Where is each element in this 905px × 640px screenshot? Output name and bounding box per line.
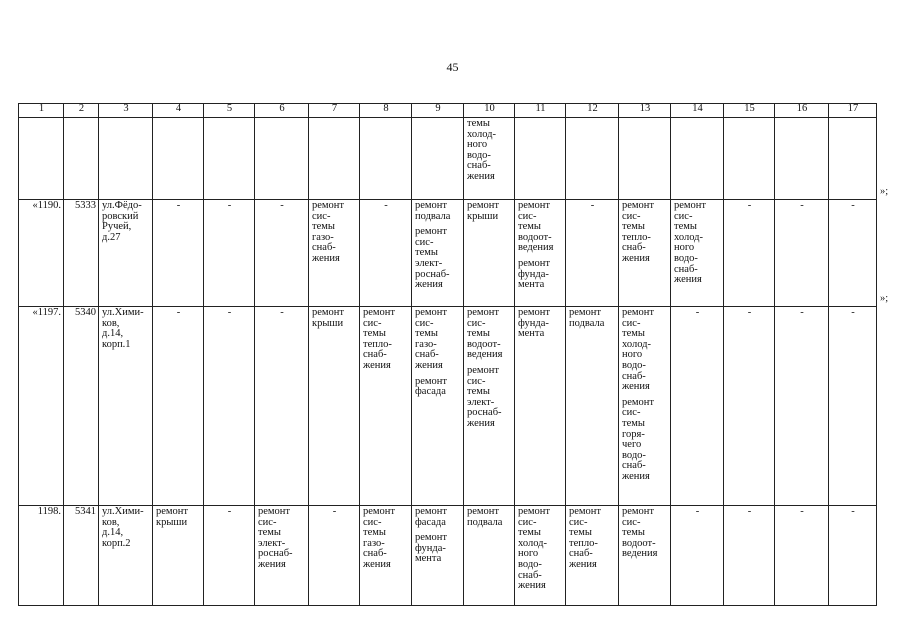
header-row	[19, 104, 877, 118]
column-header-12: 12	[566, 104, 619, 118]
empty-dash-cell: -	[775, 200, 829, 307]
work-entry	[569, 308, 616, 329]
cell-text-line: ного	[622, 349, 643, 361]
work-type-cell	[515, 200, 566, 307]
work-entry	[415, 533, 461, 565]
address-cell	[99, 506, 153, 606]
cell-text-line: сис-	[467, 317, 486, 329]
row-number: «1190.	[19, 200, 64, 307]
empty-dash-cell: -	[829, 307, 877, 506]
work-entry	[467, 308, 512, 361]
empty-dash-cell: -	[724, 506, 775, 606]
cell-text-line: ремонт	[467, 307, 500, 318]
cell-text-line: ремонт	[415, 307, 448, 318]
work-entry	[467, 507, 512, 528]
work-entry	[363, 308, 409, 372]
empty-dash-cell: -	[360, 200, 412, 307]
cell-text-line: холод-	[622, 338, 651, 350]
cell-text-line: корп.1	[102, 338, 131, 350]
cell-text-line: жения	[518, 580, 546, 592]
cell-text-line: ул.Хими-	[102, 506, 144, 517]
cell-text-line: темы	[622, 527, 645, 539]
cell-text-line: ремонт	[415, 506, 448, 517]
work-type-cell	[671, 200, 724, 307]
work-entry	[467, 366, 512, 430]
column-header-15: 15	[724, 104, 775, 118]
cell-text-line: холод-	[467, 128, 496, 140]
cell-text-line: снаб-	[518, 569, 542, 581]
cell-text-line: темы	[569, 527, 592, 539]
cell-col-11	[515, 118, 566, 200]
cell-text-line: снаб-	[622, 370, 646, 382]
cell-text-line: ремонт	[363, 307, 396, 318]
cell-text-line: ремонт	[674, 200, 707, 211]
cell-text-line: роснаб-	[258, 548, 293, 560]
cell-text-line: газо-	[363, 537, 385, 549]
object-code: 5340	[64, 307, 99, 506]
column-header-17: 17	[829, 104, 877, 118]
cell-text-line: снаб-	[467, 160, 491, 172]
work-entry	[415, 308, 461, 372]
empty-dash-cell: -	[153, 307, 204, 506]
column-header-9: 9	[412, 104, 464, 118]
column-header-5: 5	[204, 104, 255, 118]
cell-col-12	[566, 118, 619, 200]
table-row	[19, 307, 877, 506]
work-type-cell	[464, 506, 515, 606]
column-header-1: 1	[19, 104, 64, 118]
cell-text-line: ремонт	[415, 226, 448, 238]
empty-dash-cell: -	[255, 307, 309, 506]
work-type-cell	[309, 307, 360, 506]
work-entry	[622, 308, 668, 393]
cell-text-line: подвала	[467, 516, 503, 528]
cell-text-line: сис-	[415, 317, 434, 329]
cell-text-line: ремонт	[518, 257, 551, 269]
object-code: 5333	[64, 200, 99, 307]
cell-text-line: жения	[622, 252, 650, 264]
column-header-6: 6	[255, 104, 309, 118]
empty-dash-cell: -	[829, 506, 877, 606]
work-type-cell	[566, 506, 619, 606]
cell-text-line: темы	[363, 527, 386, 539]
cell-text-line: крыши	[312, 317, 344, 329]
cell-text-line: подвала	[569, 317, 605, 329]
cell-text-line: холод-	[674, 231, 703, 243]
cell-text-line: сис-	[415, 236, 434, 248]
cell-col-6	[255, 118, 309, 200]
column-header-3: 3	[99, 104, 153, 118]
cell-text-line: мента	[518, 279, 545, 291]
cell-text-line: д.14,	[102, 328, 124, 340]
cell-text-line: водо-	[622, 359, 646, 371]
cell-text-line: ремонт	[312, 200, 345, 211]
cell-text-line: элект-	[415, 257, 443, 269]
cell-text-line: водо-	[518, 558, 542, 570]
cell-text-line: ул.Хими-	[102, 307, 144, 318]
work-entry	[518, 507, 563, 592]
cell-text-line: сис-	[363, 516, 382, 528]
column-header-10: 10	[464, 104, 515, 118]
row-number: «1197.	[19, 307, 64, 506]
cell-text-line: снаб-	[415, 349, 439, 361]
continuation-row	[19, 118, 877, 200]
work-entry	[622, 507, 668, 560]
cell-text-line: темы	[518, 221, 541, 233]
empty-dash-cell: -	[204, 506, 255, 606]
cell-text-line: водо-	[467, 149, 491, 161]
cell-text-line: холод-	[518, 537, 547, 549]
work-entry	[518, 259, 563, 291]
row-closing-mark: »;	[880, 292, 889, 304]
work-type-cell	[153, 506, 204, 606]
cell-text-line: сис-	[258, 516, 277, 528]
cell-text-line: сис-	[622, 210, 641, 222]
cell-text-line: ного	[467, 139, 488, 151]
column-header-2: 2	[64, 104, 99, 118]
empty-dash-cell: -	[724, 307, 775, 506]
cell-text-line: ремонт	[569, 307, 602, 318]
empty-dash-cell: -	[775, 506, 829, 606]
empty-dash-cell: -	[204, 307, 255, 506]
work-entry	[467, 201, 512, 222]
cell-text-line: темы	[415, 328, 438, 340]
cell-col-2	[64, 118, 99, 200]
cell-col-10	[464, 118, 515, 200]
work-entry	[312, 308, 357, 329]
cell-text-line: жения	[415, 279, 443, 291]
work-type-cell	[619, 506, 671, 606]
cell-text-line: ремонт	[415, 532, 448, 544]
cell-text-line: ремонт	[518, 307, 551, 318]
cell-text-line: тепло-	[569, 537, 598, 549]
cell-text-line: жения	[363, 359, 391, 371]
cell-text-line: снаб-	[312, 242, 336, 254]
empty-dash-cell: -	[309, 506, 360, 606]
cell-text-line: ведения	[467, 349, 503, 361]
work-entry	[622, 201, 668, 265]
cell-text-line: ремонт	[156, 506, 189, 517]
empty-dash-cell: -	[724, 200, 775, 307]
cell-text-line: сис-	[467, 375, 486, 387]
work-entry	[518, 201, 563, 254]
cell-text-line: снаб-	[622, 242, 646, 254]
address-cell	[99, 200, 153, 307]
cell-text-line: ремонт	[467, 200, 500, 211]
empty-dash-cell: -	[775, 307, 829, 506]
cell-text-line: подвала	[415, 210, 451, 222]
cell-text-line: д.27	[102, 231, 121, 243]
cell-text-line: сис-	[622, 407, 641, 419]
cell-text-line: ремонт	[518, 506, 551, 517]
cell-col-15	[724, 118, 775, 200]
cell-text-line: ремонт	[622, 307, 655, 318]
work-type-cell	[412, 200, 464, 307]
cell-text-line: жения	[258, 558, 286, 570]
cell-text-line: жения	[467, 170, 495, 182]
cell-text-line: сис-	[312, 210, 331, 222]
empty-dash-cell: -	[566, 200, 619, 307]
row-closing-mark: »;	[880, 185, 889, 197]
cell-text-line: темы	[258, 527, 281, 539]
cell-text-line: ремонт	[363, 506, 396, 517]
cell-text-line: жения	[622, 381, 650, 393]
cell-text-line: сис-	[622, 317, 641, 329]
repair-schedule-table	[18, 103, 877, 606]
cell-text-line: жения	[467, 417, 495, 429]
work-entry	[518, 308, 563, 340]
work-entry	[415, 507, 461, 528]
cell-text-line: снаб-	[674, 263, 698, 275]
column-header-14: 14	[671, 104, 724, 118]
work-type-cell	[412, 506, 464, 606]
cell-text-line: фунда-	[518, 317, 549, 329]
work-type-cell	[619, 200, 671, 307]
column-header-11: 11	[515, 104, 566, 118]
cell-col-5	[204, 118, 255, 200]
work-type-cell	[566, 307, 619, 506]
cell-text-line: темы	[363, 328, 386, 340]
cell-col-8	[360, 118, 412, 200]
cell-text-line: ремонт	[622, 506, 655, 517]
cell-text-line: сис-	[674, 210, 693, 222]
cell-text-line: сис-	[518, 516, 537, 528]
cell-text-line: крыши	[467, 210, 499, 222]
cell-text-line: ремонт	[467, 506, 500, 517]
work-entry	[622, 398, 668, 483]
work-entry	[312, 201, 357, 265]
work-entry	[674, 201, 721, 286]
cell-text-line: темы	[312, 221, 335, 233]
cell-text-line: мента	[518, 328, 545, 340]
cell-text-line: жения	[622, 470, 650, 482]
cell-text-line: д.14,	[102, 527, 124, 539]
column-header-8: 8	[360, 104, 412, 118]
cell-text-line: газо-	[415, 338, 437, 350]
cell-text-line: жения	[312, 252, 340, 264]
column-header-13: 13	[619, 104, 671, 118]
cell-text-line: тепло-	[363, 338, 392, 350]
work-entry	[363, 507, 409, 571]
cell-text-line: темы	[518, 527, 541, 539]
cell-text-line: жения	[415, 359, 443, 371]
cell-text-line: водоот-	[467, 338, 501, 350]
cell-text-line: ремонт	[518, 200, 551, 211]
work-type-cell	[360, 307, 412, 506]
cell-col-3	[99, 118, 153, 200]
page-number: 45	[446, 60, 459, 74]
cell-text-line: водо-	[674, 252, 698, 264]
cell-text-line: ровский	[102, 210, 139, 222]
cell-text-line: водоот-	[622, 537, 656, 549]
cell-text-line: темы	[467, 328, 490, 340]
column-header-16: 16	[775, 104, 829, 118]
work-entry	[569, 507, 616, 571]
work-type-cell	[255, 506, 309, 606]
cell-text-line: ремонт	[569, 506, 602, 517]
cell-text-line: ремонт	[415, 200, 448, 211]
cell-text-line: темы	[467, 386, 490, 398]
empty-dash-cell: -	[829, 200, 877, 307]
cell-text-line: темы	[622, 221, 645, 233]
cell-text-line: снаб-	[363, 548, 387, 560]
table-row	[19, 506, 877, 606]
cell-text-line: снаб-	[622, 460, 646, 472]
cell-text-line: сис-	[363, 317, 382, 329]
cell-text-line: фунда-	[518, 268, 549, 280]
cell-text-line: фасада	[415, 386, 446, 398]
cell-text-line: роснаб-	[415, 268, 450, 280]
cell-text-line: жения	[569, 558, 597, 570]
work-entry	[415, 227, 461, 291]
cell-text-line: ул.Фёдо-	[102, 200, 142, 211]
cell-text-line: ремонт	[312, 307, 345, 318]
cell-text-line: роснаб-	[467, 407, 502, 419]
work-type-cell	[619, 307, 671, 506]
cell-text-line: жения	[674, 274, 702, 286]
cell-text-line: темы	[415, 247, 438, 259]
cell-text-line: темы	[622, 417, 645, 429]
cell-text-line: элект-	[467, 396, 495, 408]
cell-text-line: чего	[622, 439, 642, 451]
cell-text-line: ведения	[518, 242, 554, 254]
cell-text-line: темы	[674, 221, 697, 233]
cell-text-line: ков,	[102, 317, 120, 329]
empty-dash-cell: -	[204, 200, 255, 307]
cell-text-line: ного	[518, 548, 539, 560]
cell-text-line: водо-	[622, 449, 646, 461]
cell-text-line: сис-	[569, 516, 588, 528]
work-type-cell	[309, 200, 360, 307]
cell-col-9	[412, 118, 464, 200]
cell-col-17	[829, 118, 877, 200]
work-entry	[415, 201, 461, 222]
cell-text-line: жения	[363, 558, 391, 570]
work-type-cell	[515, 307, 566, 506]
empty-dash-cell: -	[153, 200, 204, 307]
cell-text-line: газо-	[312, 231, 334, 243]
cell-text-line: снаб-	[569, 548, 593, 560]
cell-text-line: элект-	[258, 537, 286, 549]
work-type-cell	[515, 506, 566, 606]
cell-col-1	[19, 118, 64, 200]
cell-text-line: крыши	[156, 516, 188, 528]
cell-text-line: ного	[674, 242, 695, 254]
cell-text-line: ремонт	[622, 200, 655, 211]
cell-text-line: ков,	[102, 516, 120, 528]
cell-text-line: ремонт	[415, 375, 448, 387]
cell-text-line: ремонт	[622, 396, 655, 408]
cell-col-4	[153, 118, 204, 200]
cell-text-line: корп.2	[102, 537, 131, 549]
empty-dash-cell: -	[671, 307, 724, 506]
empty-dash-cell: -	[671, 506, 724, 606]
cell-text-line: мента	[415, 553, 442, 565]
cell-text-line: темы	[467, 118, 490, 129]
work-type-cell	[360, 506, 412, 606]
cell-text-line: ведения	[622, 548, 658, 560]
cell-col-16	[775, 118, 829, 200]
cell-col-14	[671, 118, 724, 200]
table-row	[19, 200, 877, 307]
cell-col-13	[619, 118, 671, 200]
address-cell	[99, 307, 153, 506]
cell-text-line: фунда-	[415, 542, 446, 554]
cell-text-line: ремонт	[467, 364, 500, 376]
cell-text-line: фасада	[415, 516, 446, 528]
cell-text-line: сис-	[622, 516, 641, 528]
work-entry	[156, 507, 201, 528]
cell-text-line: горя-	[622, 428, 645, 440]
cell-text-line: темы	[622, 328, 645, 340]
object-code: 5341	[64, 506, 99, 606]
column-header-4: 4	[153, 104, 204, 118]
cell-text-line: сис-	[518, 210, 537, 222]
work-entry	[258, 507, 306, 571]
cell-text-line: Ручей,	[102, 221, 132, 233]
cell-text-line: водоот-	[518, 231, 552, 243]
row-number: 1198.	[19, 506, 64, 606]
column-header-7: 7	[309, 104, 360, 118]
empty-dash-cell: -	[255, 200, 309, 307]
cell-text-line: снаб-	[363, 349, 387, 361]
work-type-cell	[464, 307, 515, 506]
cell-col-7	[309, 118, 360, 200]
work-type-cell	[464, 200, 515, 307]
cell-text-line: ремонт	[258, 506, 291, 517]
work-type-cell	[412, 307, 464, 506]
cell-text-line: тепло-	[622, 231, 651, 243]
work-entry	[415, 377, 461, 398]
